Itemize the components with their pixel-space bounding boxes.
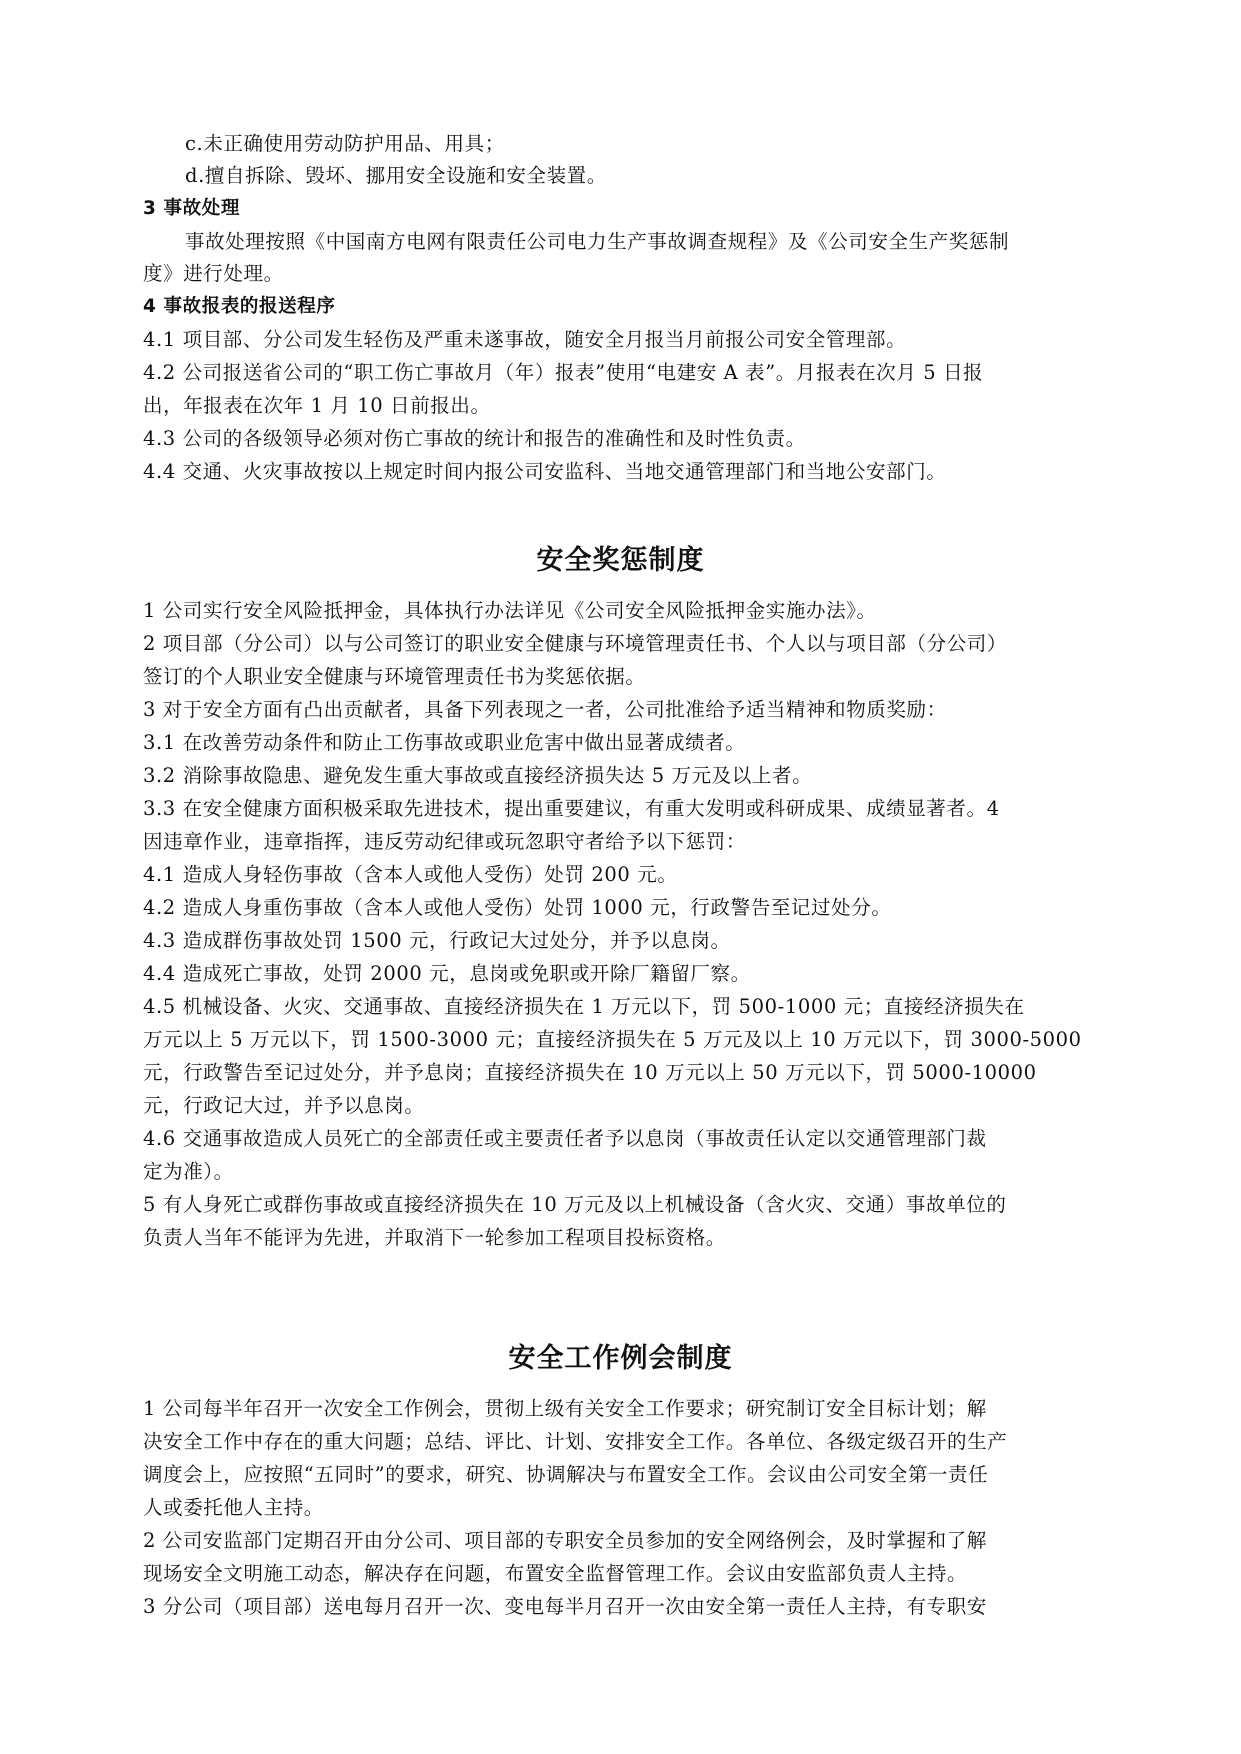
reward-line: 元，行政记大过，并予以息岗。 bbox=[143, 1094, 425, 1117]
heading-accident-handling: 3 事故处理 bbox=[143, 198, 240, 219]
section-title-reward: 安全奖惩制度 bbox=[536, 545, 705, 576]
clause-4-2: 4.2 公司报送省公司的“职工伤亡事故月（年）报表”使用“电建安 A 表”。月报表在次月 5 日报 bbox=[143, 361, 984, 384]
list-item-c: c.未正确使用劳动防护用品、用具； bbox=[185, 132, 505, 155]
meeting-line: 1 公司每半年召开一次安全工作例会，贯彻上级有关安全工作要求；研究制订安全目标计划；解 bbox=[143, 1397, 987, 1420]
reward-line: 3.1 在改善劳动条件和防止工伤事故或职业危害中做出显著成绩者。 bbox=[143, 731, 746, 754]
meeting-line: 决安全工作中存在的重大问题；总结、评比、计划、安排安全工作。各单位、各级定级召开的生产 bbox=[143, 1430, 1008, 1453]
clause-4-1: 4.1 项目部、分公司发生轻伤及严重未遂事故，随安全月报当月前报公司安全管理部。 bbox=[143, 328, 907, 351]
reward-line: 3.2 消除事故隐患、避免发生重大事故或直接经济损失达 5 万元及以上者。 bbox=[143, 764, 813, 787]
reward-line: 4.3 造成群伤事故处罚 1500 元，行政记大过处分，并予以息岗。 bbox=[143, 929, 731, 952]
reward-line: 3 对于安全方面有凸出贡献者，具备下列表现之一者，公司批准给予适当精神和物质奖励： bbox=[143, 698, 947, 721]
reward-line: 4.2 造成人身重伤事故（含本人或他人受伤）处罚 1000 元，行政警告至记过处分。 bbox=[143, 896, 892, 919]
reward-line: 3.3 在安全健康方面积极采取先进技术，提出重要建议，有重大发明或科研成果、成绩显著者。4 bbox=[143, 797, 1000, 820]
meeting-line: 现场安全文明施工动态，解决存在问题，布置安全监督管理工作。会议由安监部负责人主持。 bbox=[143, 1562, 968, 1585]
section-title-meeting: 安全工作例会制度 bbox=[508, 1343, 733, 1374]
reward-line: 4.1 造成人身轻伤事故（含本人或他人受伤）处罚 200 元。 bbox=[143, 863, 678, 886]
reward-line: 4.4 造成死亡事故，处罚 2000 元，息岗或免职或开除厂籍留厂察。 bbox=[143, 962, 751, 985]
clause-4-4: 4.4 交通、火灾事故按以上规定时间内报公司安监科、当地交通管理部门和当地公安部门。 bbox=[143, 460, 947, 483]
heading-report-procedure: 4 事故报表的报送程序 bbox=[143, 296, 336, 317]
reward-line: 定为准）。 bbox=[143, 1160, 234, 1183]
reward-line: 签订的个人职业安全健康与环境管理责任书为奖惩依据。 bbox=[143, 665, 646, 688]
reward-line: 2 项目部（分公司）以与公司签订的职业安全健康与环境管理责任书、个人以与项目部（分公司） bbox=[143, 632, 1008, 655]
reward-line: 4.6 交通事故造成人员死亡的全部责任或主要责任者予以息岗（事故责任认定以交通管理部门裁 bbox=[143, 1127, 987, 1150]
clause-4-2-cont: 出，年报表在次年 1 月 10 日前报出。 bbox=[143, 394, 491, 417]
reward-line: 万元以上 5 万元以下，罚 1500-3000 元；直接经济损失在 5 万元及以上 10 万元以下，罚 3000-5000 bbox=[143, 1028, 1082, 1051]
meeting-line: 2 公司安监部门定期召开由分公司、项目部的专职安全员参加的安全网络例会，及时掌握和了解 bbox=[143, 1529, 987, 1552]
clause-4-3: 4.3 公司的各级领导必须对伤亡事故的统计和报告的准确性和及时性负责。 bbox=[143, 427, 806, 450]
reward-line: 元，行政警告至记过处分，并予息岗；直接经济损失在 10 万元以上 50 万元以下，罚 5000-10000 bbox=[143, 1061, 1037, 1084]
paragraph-accident-handling-cont: 度》进行处理。 bbox=[143, 262, 284, 285]
list-item-d: d.擅自拆除、毁坏、挪用安全设施和安全装置。 bbox=[185, 164, 607, 187]
reward-line: 5 有人身死亡或群伤事故或直接经济损失在 10 万元及以上机械设备（含火灾、交通）事故单位的 bbox=[143, 1193, 1007, 1216]
meeting-line: 调度会上，应按照“五同时”的要求，研究、协调解决与布置安全工作。会议由公司安全第一责任 bbox=[143, 1463, 989, 1486]
reward-line: 4.5 机械设备、火灾、交通事故、直接经济损失在 1 万元以下，罚 500-1000 元；直接经济损失在 bbox=[143, 995, 1025, 1018]
meeting-line: 3 分公司（项目部）送电每月召开一次、变电每半月召开一次由安全第一责任人主持，有专职安 bbox=[143, 1595, 987, 1618]
reward-line: 1 公司实行安全风险抵押金，具体执行办法详见《公司安全风险抵押金实施办法》。 bbox=[143, 599, 877, 622]
reward-line: 因违章作业，违章指挥，违反劳动纪律或玩忽职守者给予以下惩罚： bbox=[143, 830, 747, 853]
reward-line: 负责人当年不能评为先进，并取消下一轮参加工程项目投标资格。 bbox=[143, 1226, 726, 1249]
meeting-line: 人或委托他人主持。 bbox=[143, 1496, 324, 1519]
paragraph-accident-handling: 事故处理按照《中国南方电网有限责任公司电力生产事故调查规程》及《公司安全生产奖惩制 bbox=[185, 230, 1010, 253]
